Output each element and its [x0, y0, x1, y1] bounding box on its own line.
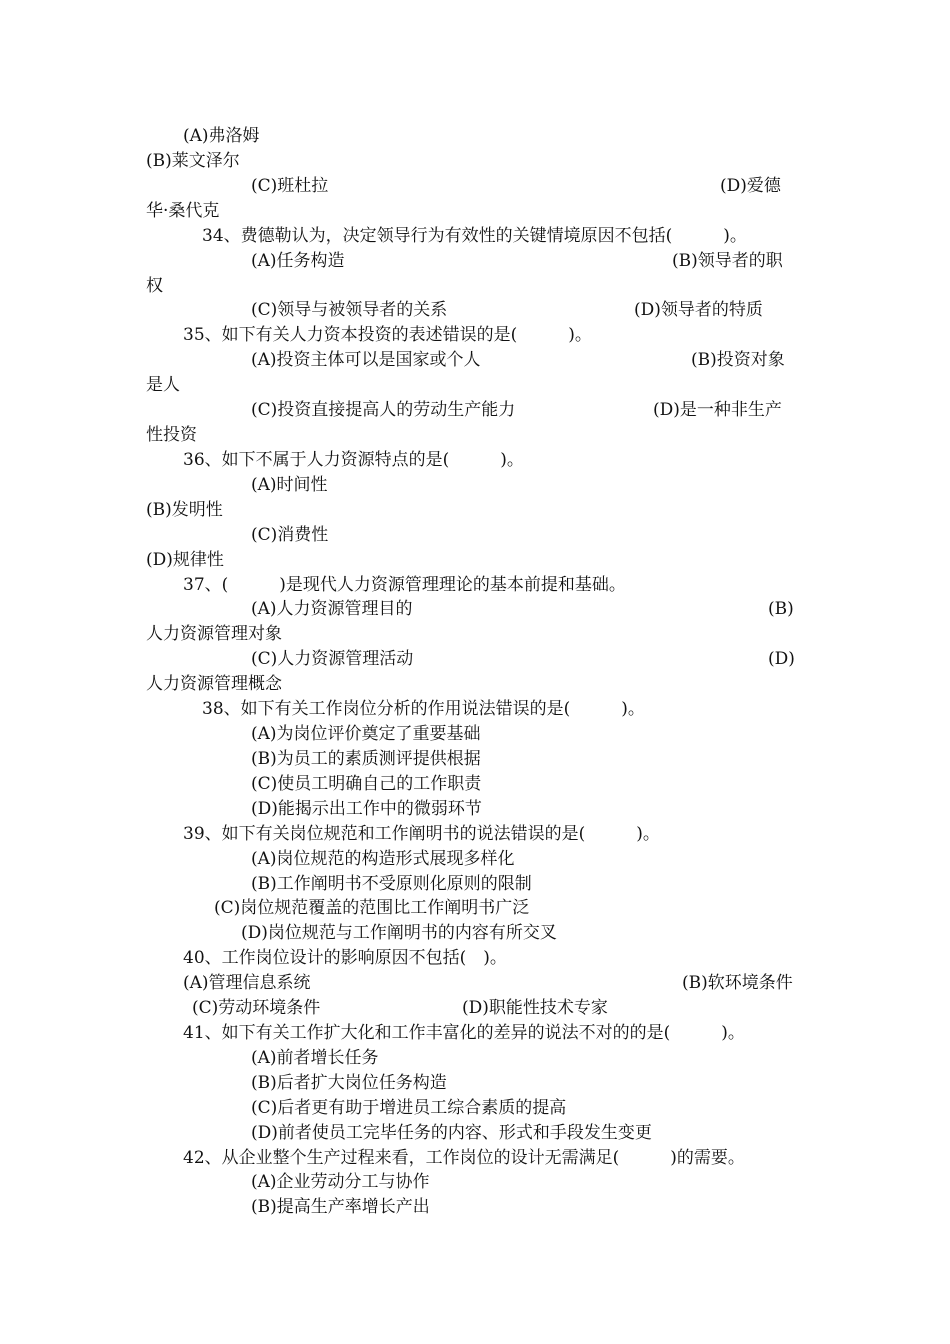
- option-c-line: (C)投资直接提高人的劳动生产能力: [251, 400, 516, 420]
- option-a-line: (A)管理信息系统: [183, 973, 311, 993]
- option-a-line: (A)为岗位评价奠定了重要基础: [251, 724, 481, 744]
- option-d-line: (D)前者使员工完毕任务的内容、形式和手段发生变更: [251, 1123, 652, 1143]
- option-a-line: (A)人力资源管理目的: [251, 599, 413, 619]
- option-b-line: (B)软环境条件: [682, 973, 793, 993]
- question-39: 39、如下有关岗位规范和工作阐明书的说法错误的是( )。: [183, 824, 660, 844]
- option-b-line: (B)提高生产率增长产出: [251, 1197, 430, 1217]
- option-c-line: (C)劳动环境条件: [192, 998, 321, 1018]
- option-b-line: (B)后者扩大岗位任务构造: [251, 1073, 447, 1093]
- option-continuation: 性投资: [146, 425, 197, 445]
- option-c-line: (C)后者更有助于增进员工综合素质的提高: [251, 1098, 567, 1118]
- question-36: 36、如下不属于人力资源特点的是( )。: [183, 450, 524, 470]
- option-b-line: (B)投资对象: [691, 350, 785, 370]
- question-37: 37、( )是现代人力资源管理理论的基本前提和基础。: [183, 575, 626, 595]
- option-b-line: (B): [768, 599, 794, 619]
- option-d-line: (D)职能性技术专家: [462, 998, 608, 1018]
- option-b-line: (B)莱文泽尔: [146, 151, 240, 171]
- question-35: 35、如下有关人力资本投资的表述错误的是( )。: [183, 325, 592, 345]
- option-d-line: (D)能揭示出工作中的微弱环节: [251, 799, 482, 819]
- option-d-line: (D): [768, 649, 795, 669]
- question-40: 40、工作岗位设计的影响原因不包括( )。: [183, 948, 507, 968]
- option-c-line: (C)人力资源管理活动: [251, 649, 414, 669]
- option-b-line: (B)为员工的素质测评提供根据: [251, 749, 481, 769]
- question-42: 42、从企业整个生产过程来看，工作岗位的设计无需满足( )的需要。: [183, 1148, 745, 1168]
- option-continuation: 是人: [146, 375, 180, 395]
- question-38: 38、如下有关工作岗位分析的作用说法错误的是( )。: [202, 699, 645, 719]
- option-continuation: 权: [146, 276, 163, 296]
- option-c-line: (C)班杜拉: [251, 176, 329, 196]
- option-b-line: (B)工作阐明书不受原则化原则的限制: [251, 874, 532, 894]
- question-41: 41、如下有关工作扩大化和工作丰富化的差异的说法不对的的是( )。: [183, 1023, 745, 1043]
- option-c-line: (C)使员工明确自己的工作职责: [251, 774, 482, 794]
- option-d-line: (D)是一种非生产: [653, 400, 782, 420]
- option-b-line: (B)领导者的职: [672, 251, 783, 271]
- option-continuation: 华·桑代克: [146, 201, 220, 221]
- option-a-line: (A)前者增长任务: [251, 1048, 379, 1068]
- option-c-line: (C)领导与被领导者的关系: [251, 300, 448, 320]
- option-d-line: (D)爱德: [720, 176, 781, 196]
- question-34: 34、费德勒认为，决定领导行为有效性的关键情境原因不包括( )。: [202, 226, 747, 246]
- option-c-line: (C)岗位规范覆盖的范围比工作阐明书广泛: [214, 898, 530, 918]
- option-b-line: (B)发明性: [146, 500, 223, 520]
- option-a-line: (A)岗位规范的构造形式展现多样化: [251, 849, 515, 869]
- option-a-line: (A)任务构造: [251, 251, 345, 271]
- option-d-line: (D)领导者的特质: [634, 300, 763, 320]
- option-continuation: 人力资源管理对象: [146, 624, 282, 644]
- option-a-line: (A)弗洛姆: [183, 126, 260, 146]
- option-a-line: (A)企业劳动分工与协作: [251, 1172, 430, 1192]
- option-a-line: (A)投资主体可以是国家或个人: [251, 350, 481, 370]
- option-c-line: (C)消费性: [251, 525, 329, 545]
- option-a-line: (A)时间性: [251, 475, 328, 495]
- option-d-line: (D)岗位规范与工作阐明书的内容有所交叉: [241, 923, 557, 943]
- option-d-line: (D)规律性: [146, 550, 224, 570]
- option-continuation: 人力资源管理概念: [146, 674, 282, 694]
